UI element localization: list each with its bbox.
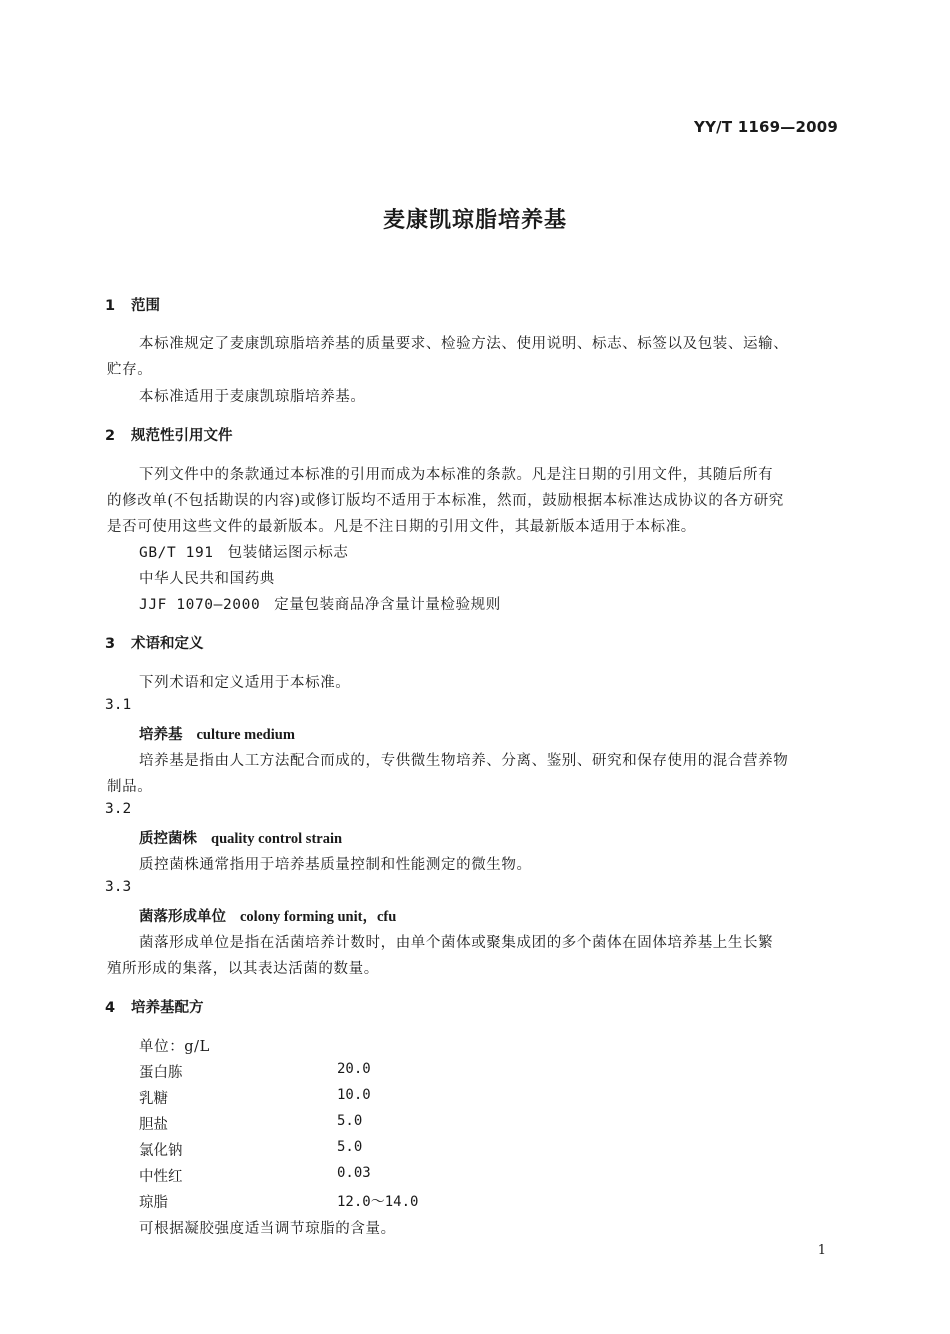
term-definition: 殖所形成的集落，以其表达活菌的数量。 (107, 961, 379, 977)
ingredient-name: 氯化钠 (139, 1143, 183, 1159)
reference-title: 定量包装商品净含量计量检验规则 (274, 597, 501, 613)
ingredient-value: 0.03 (337, 1165, 371, 1181)
ingredient-value: 5.0 (337, 1139, 363, 1155)
term-zh: 菌落形成单位 (139, 909, 226, 925)
term-heading (139, 905, 396, 926)
standard-number: YY/T 1169—2009 (694, 118, 838, 136)
reference-title: 中华人民共和国药典 (139, 571, 275, 587)
term-en: colony forming unit，cfu (240, 909, 397, 925)
term-number: 3.3 (105, 879, 132, 895)
formula-row (139, 1191, 419, 1212)
ingredient-name: 蛋白胨 (139, 1065, 183, 1081)
page-number: 1 (817, 1243, 826, 1258)
section-number: 3 (105, 636, 116, 652)
ingredient-value: 10.0 (337, 1087, 371, 1103)
term-number: 3.2 (105, 801, 132, 817)
section-4-heading (105, 996, 204, 1017)
paragraph-line: 本标准规定了麦康凯琼脂培养基的质量要求、检验方法、使用说明、标志、标签以及包装、运输、 (139, 336, 789, 352)
formula-row (139, 1165, 371, 1186)
section-title: 术语和定义 (131, 636, 204, 652)
term-heading (139, 827, 342, 848)
term-definition: 菌落形成单位是指在活菌培养计数时，由单个菌体或聚集成团的多个菌体在固体培养基上生长繁 (139, 935, 774, 951)
term-heading (139, 723, 295, 744)
reference-title: 包装储运图示标志 (227, 545, 349, 561)
section-title: 培养基配方 (131, 1000, 204, 1016)
paragraph-line: 是否可使用这些文件的最新版本。凡是不注日期的引用文件，其最新版本适用于本标准。 (107, 519, 696, 535)
reference-code: GB/T 191 (139, 545, 214, 561)
paragraph-line: 贮存。 (107, 362, 153, 378)
paragraph-line: 下列文件中的条款通过本标准的引用而成为本标准的条款。凡是注日期的引用文件，其随后所有 (139, 467, 774, 483)
term-zh: 培养基 (139, 727, 183, 743)
section-1-heading (105, 294, 160, 315)
ingredient-value: 5.0 (337, 1113, 363, 1129)
term-definition: 培养基是指由人工方法配合而成的，专供微生物培养、分离、鉴别、研究和保存使用的混合营养物 (139, 753, 789, 769)
term-definition: 质控菌株通常指用于培养基质量控制和性能测定的微生物。 (139, 857, 532, 873)
section-3-heading (105, 632, 204, 653)
section-number: 4 (105, 1000, 116, 1016)
section-title: 规范性引用文件 (131, 428, 233, 444)
formula-row (139, 1061, 371, 1082)
reference-item (139, 567, 275, 588)
formula-note: 可根据凝胶强度适当调节琼脂的含量。 (139, 1221, 396, 1237)
ingredient-name: 琼脂 (139, 1195, 168, 1211)
ingredient-value: 12.0～14.0 (337, 1194, 419, 1210)
paragraph-line: 下列术语和定义适用于本标准。 (139, 675, 351, 691)
unit-label: 单位：g/L (139, 1039, 210, 1055)
ingredient-name: 中性红 (139, 1169, 183, 1185)
formula-row (139, 1113, 363, 1134)
ingredient-name: 乳糖 (139, 1091, 168, 1107)
reference-item (139, 593, 501, 614)
section-title: 范围 (131, 298, 160, 314)
reference-item (139, 541, 348, 562)
term-en: culture medium (196, 727, 295, 743)
term-zh: 质控菌株 (139, 831, 197, 847)
paragraph-line: 的修改单(不包括勘误的内容)或修订版均不适用于本标准，然而，鼓励根据本标准达成协议的各方研究 (107, 493, 784, 509)
section-number: 1 (105, 298, 116, 314)
formula-row (139, 1139, 363, 1160)
section-2-heading (105, 424, 233, 445)
document-title: 麦康凯琼脂培养基 (382, 208, 567, 233)
ingredient-name: 胆盐 (139, 1117, 168, 1133)
ingredient-value: 20.0 (337, 1061, 371, 1077)
paragraph-line: 本标准适用于麦康凯琼脂培养基。 (139, 389, 366, 405)
term-number: 3.1 (105, 697, 132, 713)
term-definition: 制品。 (107, 779, 153, 795)
reference-code: JJF 1070—2000 (139, 597, 261, 613)
section-number: 2 (105, 428, 116, 444)
term-en: quality control strain (211, 831, 343, 847)
formula-row (139, 1087, 371, 1108)
